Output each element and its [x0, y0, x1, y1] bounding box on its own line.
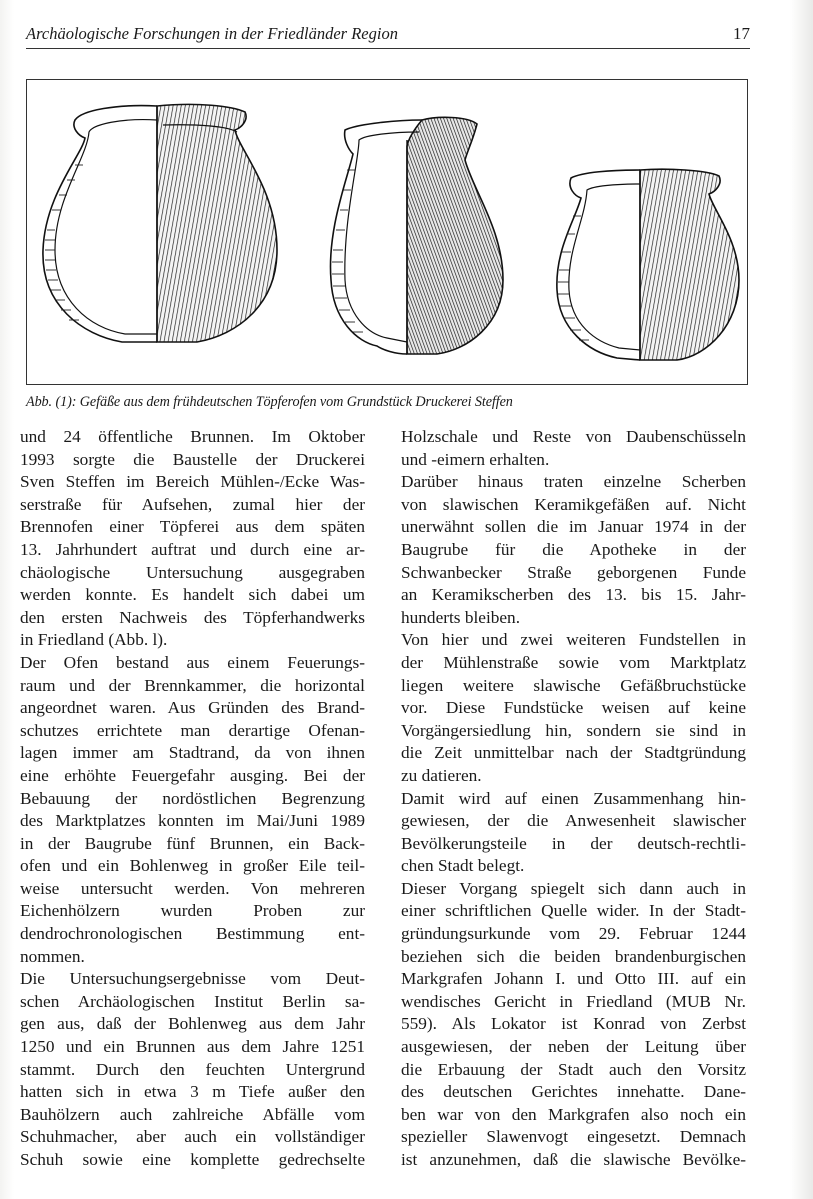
text-line: schutzes errichtete man derartige Ofenan- — [20, 720, 365, 740]
text-line: die Zeit unmittelbar nach der Stadtgründung — [401, 743, 746, 763]
text-line: einer schriftlichen Quelle wider. In der Stadt- — [401, 901, 746, 921]
text-line: Schuh sowie eine komplette gedrechselte — [20, 1150, 365, 1169]
text-line: Holzschale und Reste von Daubenschüsseln — [401, 427, 746, 446]
text-line: in der Baugrube fünf Brunnen, ein Back- — [20, 833, 365, 853]
running-title: Archäologische Forschungen in der Friedländer Region — [26, 24, 398, 43]
vessel-2-drawing — [330, 117, 503, 354]
text-line: raum und der Brennkammer, die horizontal — [20, 675, 365, 695]
text-line: hatten sich in etwa 3 m Tiefe außer den — [20, 1082, 365, 1102]
text-line: Der Ofen bestand aus einem Feuerungs- — [20, 652, 365, 672]
text-line: Dieser Vorgang spiegelt sich dann auch in — [401, 878, 746, 898]
text-line: unerwähnt sollen die im Januar 1974 in der — [401, 517, 746, 537]
text-line: Von hier und zwei weiteren Fundstellen in — [401, 630, 746, 650]
text-line: gen aus, daß der Bohlenweg aus dem Jahr — [20, 1014, 365, 1034]
text-line: den ersten Nachweis des Töpferhandwerks — [20, 607, 365, 627]
text-column-left — [20, 426, 365, 1172]
text-line: 1250 und ein Brunnen aus dem Jahre 1251 — [20, 1037, 365, 1057]
text-line: ben war von den Markgrafen also noch ein — [401, 1104, 746, 1124]
text-line: Bevölkerungsteile in der deutsch-rechtli- — [401, 833, 746, 853]
text-line: Schuhmacher, aber auch ein vollständiger — [20, 1127, 365, 1147]
vessel-3-drawing — [557, 169, 739, 360]
text-line: hunderts bleiben. — [401, 607, 521, 627]
text-line: die Erbauung der Stadt auch den Vorsitz — [401, 1059, 746, 1079]
text-line: Schwanbecker Straße geborgenen Funde — [401, 562, 746, 582]
text-line: an Keramikscherben des 13. bis 15. Jahr- — [401, 585, 746, 605]
text-column-right — [401, 426, 746, 1172]
page-header — [26, 24, 750, 44]
text-line: lagen immer am Stadtrand, da von ihnen — [20, 743, 365, 763]
text-line: spezieller Slawenvogt eingesetzt. Demnach — [401, 1127, 746, 1147]
page-number: 17 — [733, 24, 750, 43]
text-line: in Friedland (Abb. l). — [20, 630, 168, 650]
figure-caption: Abb. (1): Gefäße aus dem frühdeutschen Töpferofen vom Grundstück Druckerei Steffen — [26, 394, 513, 410]
text-line: und 24 öffentliche Brunnen. Im Oktober — [20, 427, 365, 446]
text-line: vor. Diese Fundstücke weisen auf keine — [401, 698, 746, 718]
text-line: liegen weitere slawische Gefäßbruchstücke — [401, 675, 746, 695]
text-line: zu datieren. — [401, 765, 482, 785]
text-line: werden konnte. Es handelt sich dabei um — [20, 585, 365, 605]
text-line: eine erhöhte Feuergefahr ausging. Bei der — [20, 765, 365, 785]
text-line: von slawischen Keramikgefäßen auf. Nicht — [401, 494, 746, 514]
text-line: des Marktplatzes konnten im Mai/Juni 1989 — [20, 811, 365, 831]
text-line: gründungsurkunde vom 29. Februar 1244 — [401, 924, 746, 944]
text-line: ausgewiesen, der neben der Leitung über — [401, 1037, 746, 1057]
text-line: 1993 sorgte die Baustelle der Druckerei — [20, 449, 365, 469]
text-line: Damit wird auf einen Zusammenhang hin- — [401, 788, 746, 808]
vessel-1-drawing — [43, 104, 277, 342]
text-line: Bebauung der nordöstlichen Begrenzung — [20, 788, 365, 808]
text-line: ist anzunehmen, daß die slawische Bevölke- — [401, 1150, 746, 1169]
vessel-drawings — [27, 80, 748, 385]
text-line: und -eimern erhalten. — [401, 449, 550, 469]
text-line: Eichenhölzern wurden Proben zur — [20, 901, 365, 921]
text-line: nommen. — [20, 946, 85, 966]
text-line: gewiesen, der die Anwesenheit slawischer — [401, 811, 746, 831]
text-line: wendisches Gericht in Friedland (MUB Nr. — [401, 991, 746, 1011]
text-line: Darüber hinaus traten einzelne Scherben — [401, 472, 746, 492]
header-rule — [26, 48, 750, 49]
text-line: der Mühlenstraße sowie vom Marktplatz — [401, 652, 746, 672]
text-line: stammt. Durch den feuchten Untergrund — [20, 1059, 365, 1079]
text-line: weise untersucht werden. Von mehreren — [20, 878, 365, 898]
text-line: Die Untersuchungsergebnisse vom Deut- — [20, 969, 365, 989]
figure-pottery-vessels — [26, 79, 748, 385]
text-line: schen Archäologischen Institut Berlin sa- — [20, 991, 365, 1011]
text-line: beziehen sich die beiden brandenburgischen — [401, 946, 746, 966]
text-line: Sven Steffen im Bereich Mühlen-/Ecke Was- — [20, 472, 365, 492]
text-line: Brennofen einer Töpferei aus dem späten — [20, 517, 365, 537]
text-line: 559). Als Lokator ist Konrad von Zerbst — [401, 1014, 746, 1034]
text-line: 13. Jahrhundert auftrat und durch eine ar- — [20, 539, 365, 559]
text-line: serstraße für Aufsehen, zumal hier der — [20, 494, 365, 514]
text-line: des deutschen Gerichtes innehatte. Dane- — [401, 1082, 746, 1102]
text-line: Markgrafen Johann I. und Otto III. auf ein — [401, 969, 746, 989]
text-line: chen Stadt belegt. — [401, 856, 525, 876]
text-line: Baugrube für die Apotheke in der — [401, 539, 746, 559]
text-line: ofen und ein Bohlenweg in großer Eile teil- — [20, 856, 365, 876]
text-line: Vorgängersiedlung hin, sondern sie sind in — [401, 720, 746, 740]
text-line: Bauhölzern auch zahlreiche Abfälle vom — [20, 1104, 365, 1124]
text-line: chäologische Untersuchung ausgegraben — [20, 562, 365, 582]
text-line: angeordnet waren. Aus Gründen des Brand- — [20, 698, 365, 718]
text-line: dendrochronologischen Bestimmung ent- — [20, 924, 365, 944]
